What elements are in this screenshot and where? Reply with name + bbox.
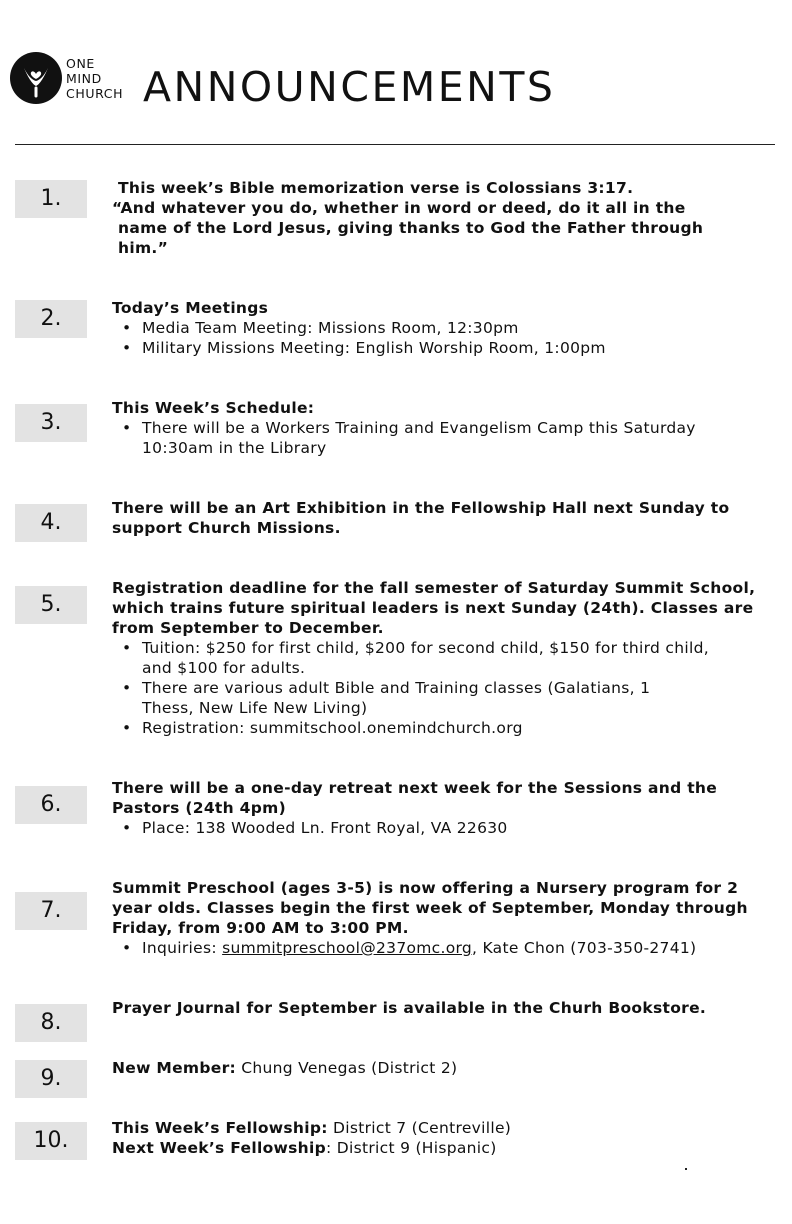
item-number-2: 2. — [15, 300, 87, 338]
item-number-6: 6. — [15, 786, 87, 824]
church-name: ONE MIND CHURCH — [66, 56, 124, 101]
announcement-4: There will be an Art Exhibition in the Fellowship Hall next Sunday to support Church Missions. — [112, 499, 730, 537]
announcement-6: There will be a one-day retreat next week for the Sessions and the Pastors (24th 4pm) • Place: 138 Wooded Ln. Front Royal, VA 22630 — [112, 778, 767, 838]
item-number-10: 10. — [15, 1122, 87, 1160]
item-number-3: 3. — [15, 404, 87, 442]
announcement-7: Summit Preschool (ages 3-5) is now offering a Nursery program for 2 year olds. Classes begin the first week of September, Monday through Friday, from 9:00 AM to 3:00 PM. • Inquiries: summitpreschool@237omc.org, Kate Chon (703-350-2741) — [112, 878, 777, 958]
announcement-8: Prayer Journal for September is available in the Churh Bookstore. — [112, 999, 707, 1017]
list-item: • Registration: summitschool.onemindchurch.org — [112, 718, 737, 738]
announcement-10: This Week’s Fellowship: District 7 (Centreville) Next Week’s Fellowship: District 9 (Hispanic) — [112, 1119, 512, 1157]
list — [112, 818, 767, 838]
item-number-5: 5. — [15, 586, 87, 624]
list — [112, 938, 777, 958]
list-item: • Media Team Meeting: Missions Room, 12:30pm — [112, 318, 762, 338]
list-item: • Military Missions Meeting: English Worship Room, 1:00pm — [112, 338, 762, 358]
list-item: • Place: 138 Wooded Ln. Front Royal, VA 22630 — [112, 818, 767, 838]
item-number-9: 9. — [15, 1060, 87, 1098]
header — [0, 0, 792, 150]
list-item: • There are various adult Bible and Training classes (Galatians, 1 Thess, New Life New Living) — [112, 678, 737, 718]
list — [112, 638, 737, 738]
item-number-7: 7. — [15, 892, 87, 930]
item-number-1: 1. — [15, 180, 87, 218]
announcement-9: New Member: Chung Venegas (District 2) — [112, 1059, 458, 1077]
email-link[interactable]: summitpreschool@237omc.org — [222, 939, 473, 957]
page-title: ANNOUNCEMENTS — [143, 63, 556, 111]
announcement-5: Registration deadline for the fall semester of Saturday Summit School, which trains future spiritual leaders is next Sunday (24th). Classes are from September to December. • Tuition: $250 for first child, $200 for second child, $150 for third child, and $100 for adults. • There are various adult Bible and Training classes (Galatians, 1 Thess, New Life New Living) • Registration: summitschool.onemindchurch.org — [112, 578, 767, 738]
list-item: • Tuition: $250 for first child, $200 for second child, $150 for third child, and $100 for adults. — [112, 638, 737, 678]
announcement-1: This week’s Bible memorization verse is Colossians 3:17. “And whatever you do, whether in word or deed, do it all in the name of the Lord Jesus, giving thanks to God the Father through him.” — [112, 179, 704, 257]
header-divider — [15, 144, 775, 145]
church-logo-icon — [10, 52, 62, 104]
list-item: • Inquiries: summitpreschool@237omc.org, Kate Chon (703-350-2741) — [112, 938, 777, 958]
list — [112, 318, 762, 358]
list-item: • There will be a Workers Training and Evangelism Camp this Saturday 10:30am in the Library — [112, 418, 712, 458]
item-number-8: 8. — [15, 1004, 87, 1042]
item-number-4: 4. — [15, 504, 87, 542]
announcement-3: This Week’s Schedule: • There will be a Workers Training and Evangelism Camp this Saturday 10:30am in the Library — [112, 398, 712, 458]
list — [112, 418, 712, 458]
stray-dot — [685, 1168, 687, 1170]
announcement-2: Today’s Meetings • Media Team Meeting: Missions Room, 12:30pm • Military Missions Meeting: English Worship Room, 1:00pm — [112, 298, 762, 358]
